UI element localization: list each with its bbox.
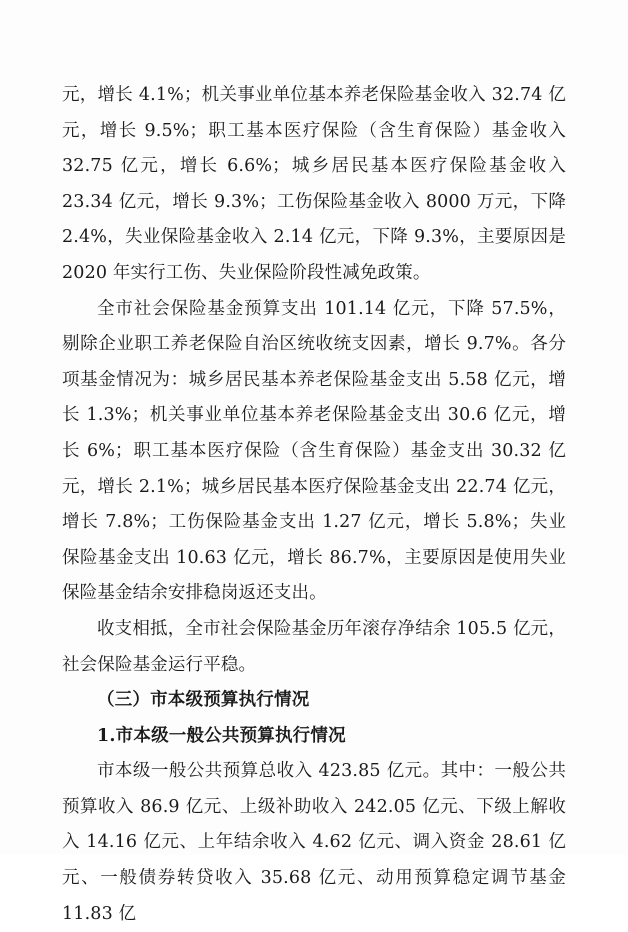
document-body bbox=[62, 78, 566, 932]
paragraph-city-level-budget: 市本级一般公共预算总收入 423.85 亿元。其中：一般公共预算收入 86.9 亿元、上级补助收入 242.05 亿元、下级上解收入 14.16 亿元、上年结余收入 4.62 亿元、调入资金 28.61 亿元、一般债券转贷收入 35.68 亿元、动用预算稳定调节基金 11.83 亿 bbox=[62, 761, 566, 924]
paragraph-expenditure: 全市社会保险基金预算支出 101.14 亿元，下降 57.5%，剔除企业职工养老保险自治区统收统支因素，增长 9.7%。各分项基金情况为：城乡居民基本养老保险基金支出 5.58 亿元，增长 1.3%；机关事业单位基本养老保险基金支出 30.6 亿元，增长 6%；职工基本医疗保险（含生育保险）基金支出 30.32 亿元，增长 2.1%；城乡居民基本医疗保险基金支出 22.74 亿元，增长 7.8%；工伤保险基金支出 1.27 亿元，增长 5.8%；失业保险基金支出 10.63 亿元，增长 86.7%，主要原因是使用失业保险基金结余安排稳岗返还支出。 bbox=[62, 298, 566, 604]
heading-section-three: （三）市本级预算执行情况 bbox=[97, 690, 310, 711]
paragraph-balance: 收支相抵，全市社会保险基金历年滚存净结余 105.5 亿元，社会保险基金运行平稳。 bbox=[62, 618, 566, 675]
paragraph-income: 元，增长 4.1%；机关事业单位基本养老保险基金收入 32.74 亿元，增长 9.5%；职工基本医疗保险（含生育保险）基金收入 32.75 亿元，增长 6.6%；城乡居民基本医疗保险基金收入 23.34 亿元，增长 9.3%；工伤保险基金收入 8000 万元，下降 2.4%，失业保险基金收入 2.14 亿元，下降 9.3%，主要原因是 2020 年实行工伤、失业保险阶段性减免政策。 bbox=[62, 85, 566, 283]
heading-item-one: 1.市本级一般公共预算执行情况 bbox=[97, 725, 346, 746]
